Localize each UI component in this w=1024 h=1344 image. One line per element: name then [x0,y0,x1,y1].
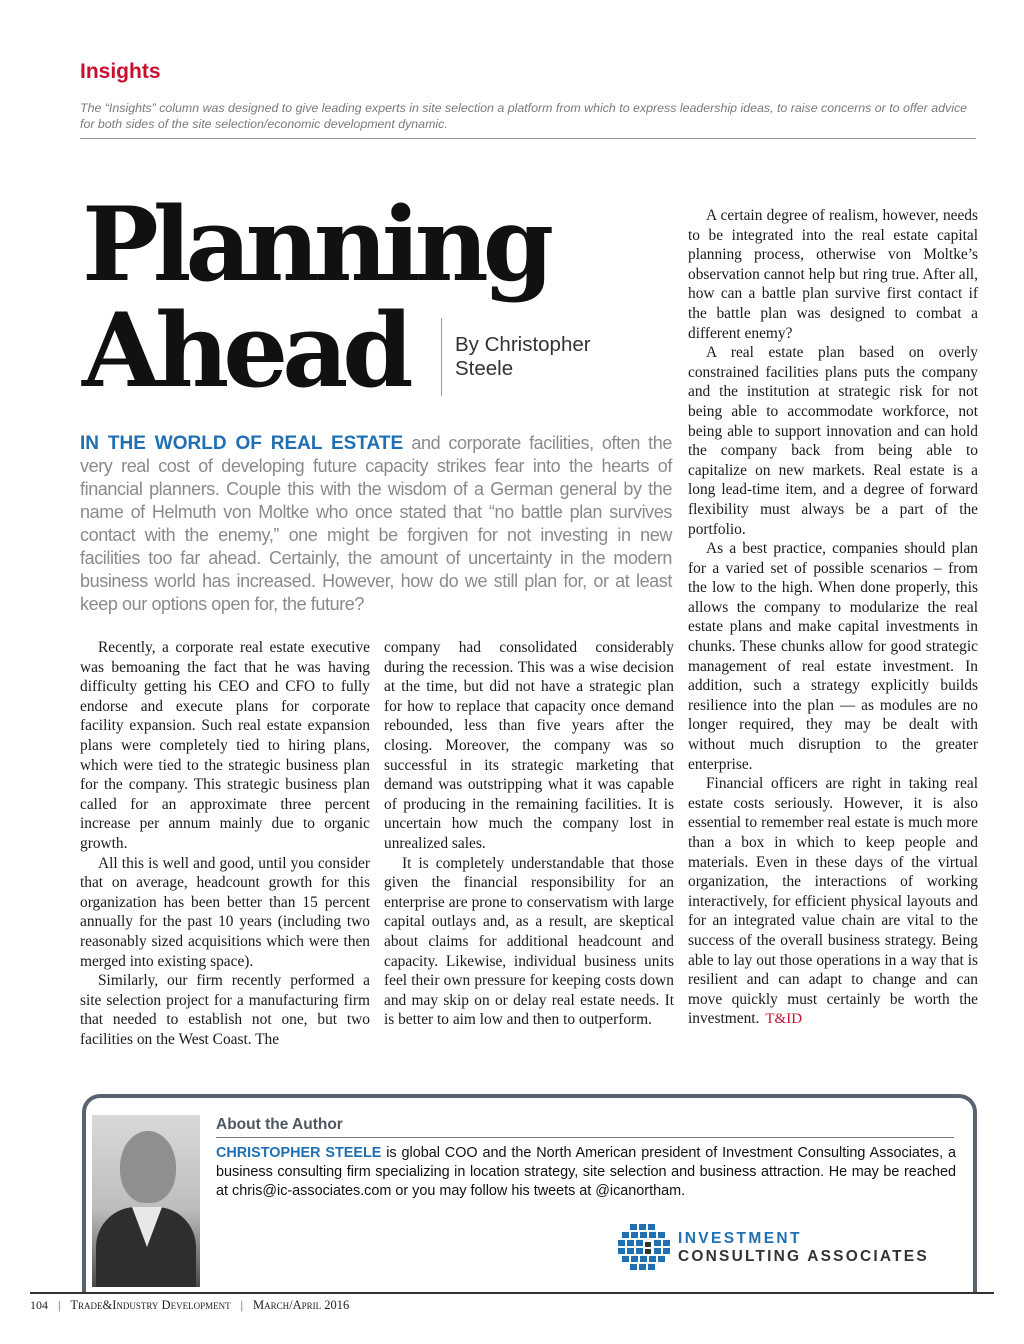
paragraph [688,774,978,1030]
issue-date: March/April 2016 [253,1298,350,1312]
page-footer [30,1298,349,1313]
paragraph: Similarly, our firm recently performed a site selection project for a manufacturing firm that needed to establish not one, but two facilities on the West Coast. The [80,972,370,1048]
paragraph: Recently, a corporate real estate executive was bemoaning the fact that he was having difficulty getting his CEO and CFO to fully endorse and execute plans for corporate facility expansion. Such real estate expansion plans were completely tied to hiring plans, which were tied to the strategic business plan for the company. This strategic business plan called for an approximate three percent increase per annum mainly due to organic growth. [80,639,370,852]
byline-line-2: Steele [455,357,514,380]
author-photo-head [120,1131,176,1203]
paragraph: company had consolidated considerably during the recession. This was a wise decision at the time, but did not have a strategic plan for how to replace that capacity once demand rebounded, less than five years after the closing. Moreover, the company was so successful in its strategic marketing that demand was outstripping what it was capable of producing in the remaining facilities. It is uncertain how much the company lost in unrealized sales. [384,639,674,852]
byline-divider [441,318,442,396]
paragraph: A real estate plan based on overly constrained facilities plans puts the company and the institution at strategic risk for not being able to accommodate workforce, not being able to support innovation and can hold the company back from being able to capitalize on new markets. Real estate is a long lead-time item, and a degree of forward flexibility must always be a part of the portfolio. [688,344,978,538]
lede-lead-in: IN THE WORLD OF REAL ESTATE [80,433,404,454]
paragraph: As a best practice, companies should plan for a varied set of possible scenarios – from the low to the high. When done properly, this allows the company to modularize the real estate plans and make capital investments in chunks. These chunks allow for good strategic management of real estate investment. In addition, such a strategy explicitly builds resilience into the plan — as modules are no longer required, they may be dealt with without much disruption to the greater enterprise. [688,540,978,773]
paragraph-text: Financial officers are right in taking real estate costs seriously. However, it is also essential to remember real estate is much more than a box in which to keep people and materials. Even in these days of the virtual organization, the interactions of working interactively, for efficient physical layouts and for an integrated value chain are vital to the success of the overall business strategy. Being able to lay out those operations in a way that is resilient and can adapt to change and can move quickly must certainly be worth the investment. [688,775,978,1028]
logo-text-line-1: INVESTMENT [678,1230,802,1247]
author-name: CHRISTOPHER STEELE [216,1145,382,1161]
author-bio-text: is global COO and the North American president of Investment Consulting Associates, a business consulting firm specializing in location strategy, site selection and business attraction. He may be reached at chris@ic-associates.com or you may follow his tweets at @icanortham. [216,1145,957,1199]
section-title: Insights [80,60,161,83]
body-column-1 [80,638,370,1049]
article-title-line-1: Planning [82,185,549,305]
article-title-line-2: Ahead [82,291,408,411]
author-photo [92,1115,200,1287]
logo-text-line-2: CONSULTING ASSOCIATES [678,1248,929,1265]
section-description: The “Insights” column was designed to give leading experts in site selection a platform from which to express leadership ideas, to raise concerns or to offer advice for both sides of the site selection/economic development dynamic. [80,101,968,131]
lede-text: and corporate facilities, often the very real cost of developing future capacity strikes fear into the hearts of financial planners. Couple this with the wisdom of a German general by the name of Helmuth von Moltke who once stated that “no battle plan survives contact with the enemy,” one might be forgiven for not investing in new facilities too far ahead. Certainly, the amount of uncertainty in the modern business world has increased. However, how do we still plan for, or at least keep our options open for, the future? [80,433,672,614]
footer-separator: | [58,1298,61,1312]
article-lede [80,432,672,616]
publication-name: Trade&Industry Development [70,1298,231,1312]
byline-line-1: By Christopher [455,333,591,356]
footer-divider [30,1292,994,1294]
author-heading: About the Author [216,1116,343,1133]
author-divider [216,1137,954,1138]
paragraph: It is completely understandable that those given the financial responsibility for an enterprise are prone to conservatism with large capital outlays and, as a result, are skeptical about claims for additional headcount and capacity. Likewise, individual business units feel their own pressure for keeping costs down and may skip on or delay real estate needs. It is better to aim low and then to outperform. [384,854,674,1029]
page-number: 104 [30,1298,48,1312]
body-column-3 [688,206,978,1030]
byline [455,333,655,381]
paragraph: A certain degree of realism, however, needs to be integrated into the real estate capital planning process, otherwise von Moltke’s observation cannot help but ring true. After all, how can a battle plan survive first contact if the battle plan was designed to combat a different enemy? [688,207,978,342]
author-bio [216,1144,956,1201]
footer-separator: | [240,1298,243,1312]
end-mark: T&ID [765,1011,803,1028]
company-logo-icon [616,1222,672,1274]
paragraph: All this is well and good, until you consider that on average, headcount growth for this organization has been better than 15 percent annually for the past 10 years (including two reasonably sized acquisitions which were then merged into existing space). [80,854,370,970]
header-divider [80,138,976,139]
body-column-2 [384,638,674,1030]
